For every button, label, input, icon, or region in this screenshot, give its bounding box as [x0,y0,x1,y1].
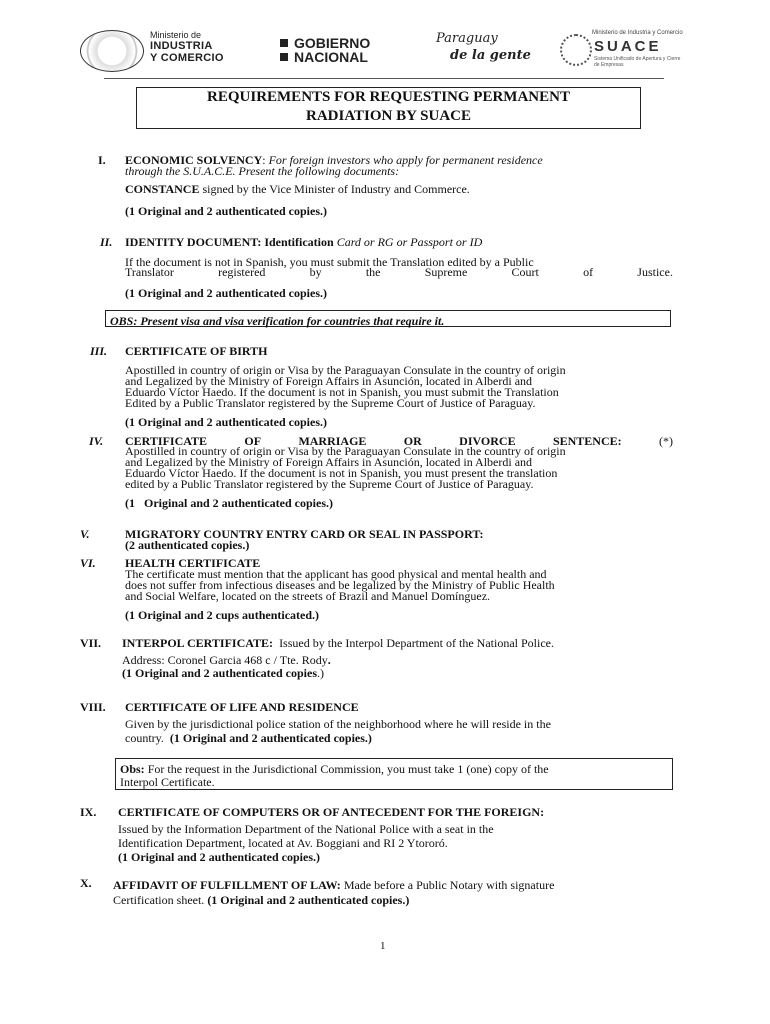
header-logos [0,22,770,72]
address-end: . [327,653,331,667]
national-seal-icon [80,30,144,72]
ministry-line1: Ministerio de [150,30,202,40]
section-number: IV. [89,434,104,448]
ministry-line3: Y COMERCIO [150,52,224,64]
section-heading: AFFIDAVIT OF FULFILLMENT OF LAW: [113,878,341,892]
word: OR [403,434,422,448]
section-text: and Legalized by the Ministry of Foreign Affairs in Asunción, located in Alberdi and [125,455,533,469]
section-text: If the document is not in Spanish, you must submit the Translation edited by a Public [125,255,534,269]
section-number: I. [98,153,106,167]
section-number: VII. [80,636,102,650]
copies-note: (1 Original and 2 authenticated copies.) [125,415,328,429]
suace-line1: Ministerio de Industria y Comercio [592,30,683,36]
section-economic-solvency [125,155,673,177]
section-number: II. [100,235,113,249]
section-heading: HEALTH CERTIFICATE [125,556,261,570]
section-number: V. [80,527,90,541]
section-birth-text [125,365,673,409]
word: of [583,265,594,279]
section-number: III. [90,344,108,358]
copies-note: (2 authenticated copies.) [125,538,250,552]
copies-end: .) [317,666,325,680]
square-icon [280,39,288,47]
obs-text: For the request in the Jurisdictional Commission, you must take 1 (one) copy of the [144,762,549,776]
section-heading-rest: Issued by the Interpol Department of the National Police. [273,636,554,650]
word: Court [511,265,539,279]
section-intro-2: through the S.U.A.C.E. Present the following documents: [125,164,400,178]
section-text: edited by a Public Translator registered by the Supreme Court of Justice of Paraguay. [125,477,534,491]
section-text: Eduardo Víctor Haedo. If the document is not in Spanish, you must present the translation [125,466,558,480]
section-heading: CERTIFICATE OF BIRTH [125,344,268,358]
section-number: VIII. [80,700,106,714]
copies-note: (1 Original and 2 authenticated copies.) [125,496,334,510]
section-text: Identification Department, located at Av. Boggiani and RI 2 Ytororó. [118,836,448,850]
section-text: and Legalized by the Ministry of Foreign Affairs in Asunción, located in Alberdi and [125,374,533,388]
section-health-text [125,569,673,602]
section-text: Given by the jurisdictional police station of the neighborhood where he will reside in the [125,717,551,731]
ministry-logo [150,30,224,64]
section-heading: IDENTITY DOCUMENT: Identification [125,235,334,249]
section-text: Apostilled in country of origin or Visa by the Paraguayan Consulate in the country of origin [125,444,566,458]
word: SENTENCE: [552,434,622,448]
title-line1: REQUIREMENTS FOR REQUESTING PERMANENT [207,89,570,105]
section-affidavit [113,878,554,908]
section-text: country. [125,731,170,745]
gobierno-line2: NACIONAL [294,49,368,65]
section-text: Edited by a Public Translator registered by the Supreme Court of Justice of Paraguay. [125,396,536,410]
obs-label: Obs: [120,762,145,776]
section-heading: CERTIFICATE OF COMPUTERS OR OF ANTECEDENT FOR THE FOREIGN: [118,805,545,819]
obs-interpol-box [115,758,673,790]
section-heading-rest: Card or RG or Passport or ID [333,235,483,249]
section-text: Eduardo Víctor Haedo. If the document is not in Spanish, you must submit the Translation [125,385,559,399]
word: DIVORCE [459,434,516,448]
section-heading: ECONOMIC SOLVENCY [125,153,263,167]
section-antecedent-text [118,822,494,864]
square-icon [280,53,288,61]
obs-visa-box: OBS: Present visa and visa verification for countries that require it. [105,310,671,327]
section-heading: CERTIFICATE OF LIFE AND RESIDENCE [125,700,359,714]
section-text: Apostilled in country of origin or Visa by the Paraguayan Consulate in the country of origin [125,363,566,377]
constance-label: CONSTANCE [125,182,200,196]
word: by [309,265,322,279]
suace-emblem-icon [560,34,592,66]
copies-note: (1 Original and 2 authenticated copies [122,666,318,680]
word: OF [244,434,262,448]
interpol-copies [122,668,324,679]
interpol-address [122,655,331,666]
copies-note: (1 Original and 2 authenticated copies.) [207,893,410,907]
section-heading: INTERPOL CERTIFICATE: [122,636,274,650]
constance-line [125,184,470,195]
section-marriage-text [125,446,673,490]
paraguay-line1: Paraguay [436,31,498,46]
section-heading-rest: Made before a Public Notary with signature [340,878,555,892]
copies-note: (1 Original and 2 authenticated copies.) [125,204,328,218]
section-number: X. [80,876,92,890]
address-text: Address: Coronel Garcia 468 c / Tte. Rody [122,653,328,667]
section-text: Certification sheet. [113,893,208,907]
copies-note: (1 Original and 2 cups authenticated.) [125,608,320,622]
title-line2: RADIATION BY SUACE [305,108,472,124]
section-number: IX. [80,805,97,819]
header-divider [104,78,664,79]
section-intro: For foreign investors who apply for permanent residence [265,153,543,167]
word: Supreme [424,265,468,279]
section-text-spread [125,267,673,278]
residence-copies-line [125,733,372,744]
gobierno-nacional-logo [280,36,370,64]
heading-colon: : [262,153,266,167]
section-text: does not suffer from infectious diseases and be legalized by the Ministry of Public Health [125,578,555,592]
section-text: Issued by the Information Department of the National Police with a seat in the [118,822,494,836]
obs-text: Interpol Certificate. [120,775,215,789]
ministry-line2: INDUSTRIA [150,40,213,52]
section-heading: MIGRATORY COUNTRY ENTRY CARD OR SEAL IN PASSPORT: [125,527,484,541]
word: the [365,265,381,279]
constance-text: signed by the Vice Minister of Industry and Commerce. [199,182,470,196]
copies-note: (1 Original and 2 authenticated copies.) [125,286,328,300]
section-number: VI. [80,556,96,570]
word: Translator [125,265,174,279]
word: Justice. [637,265,673,279]
word: registered [218,265,266,279]
paraguay-line2: de la gente [450,48,531,63]
word: (*) [659,434,673,448]
section-text: The certificate must mention that the applicant has good physical and mental health and [125,567,547,581]
suace-name: SUACE [594,38,662,55]
copies-note: (1 Original and 2 authenticated copies.) [169,731,372,745]
word: MARRIAGE [298,434,367,448]
paraguay-logo [436,30,531,64]
gobierno-line1: GOBIERNO [294,35,371,51]
page-title [136,87,641,129]
section-interpol [122,638,554,649]
word: CERTIFICATE [125,434,208,448]
section-identity-document [125,237,482,248]
page-number: 1 [380,940,386,952]
suace-line3: Sistema Unificado de Apertura y Cierre de Empresas [594,56,681,68]
section-text: and Social Welfare, located on the streets of Brazil and Manuel Domínguez. [125,589,491,603]
copies-note: (1 Original and 2 authenticated copies.) [118,850,321,864]
